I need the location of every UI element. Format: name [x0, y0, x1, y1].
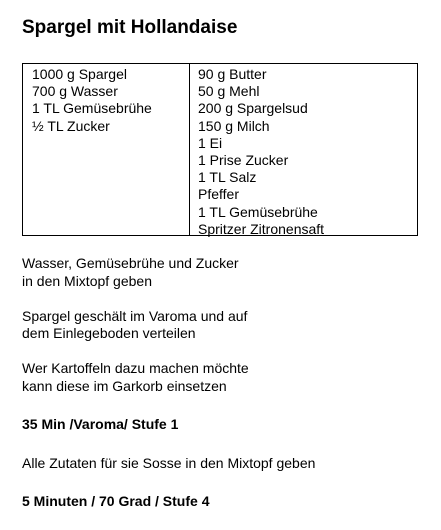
- ingredient-item: Spritzer Zitronensaft: [198, 220, 325, 237]
- ingredients-table: [22, 63, 418, 236]
- ingredient-item: 200 g Spargelsud: [198, 100, 308, 117]
- instruction-line: in den Mixtopf geben: [22, 272, 152, 289]
- cooking-setting: [22, 416, 422, 434]
- ingredient-item: 1000 g Spargel: [32, 66, 127, 82]
- instruction-line: Wasser, Gemüsebrühe und Zucker: [22, 255, 239, 271]
- instruction-line: dem Einlegeboden verteilen: [22, 325, 196, 341]
- ingredient-item: 1 TL Gemüsebrühe: [198, 203, 318, 220]
- ingredient-item: 1 TL Gemüsebrühe: [32, 100, 152, 117]
- cooking-setting: [22, 493, 422, 511]
- instruction-step: [22, 308, 422, 343]
- instruction-line: 35 Min /Varoma/ Stufe 1: [22, 416, 179, 432]
- ingredient-item: 150 g Milch: [198, 117, 270, 134]
- instruction-step: [22, 255, 422, 290]
- instruction-line: Wer Kartoffeln dazu machen möchte: [22, 360, 249, 376]
- instructions: [22, 255, 422, 511]
- instruction-line: Alle Zutaten für sie Sosse in den Mixtopf geben: [22, 454, 316, 471]
- ingredients-column-sauce: [190, 64, 417, 235]
- ingredient-item: Pfeffer: [198, 186, 239, 203]
- ingredient-item: 700 g Wasser: [32, 83, 118, 100]
- instruction-line: Spargel geschält im Varoma und auf: [22, 307, 248, 324]
- instruction-line: kann diese im Garkorb einsetzen: [22, 377, 227, 394]
- instruction-step: [22, 360, 422, 395]
- ingredient-item: 1 TL Salz: [198, 169, 257, 186]
- ingredients-column-main: [23, 64, 190, 235]
- ingredient-item: 90 g Butter: [198, 66, 267, 82]
- instruction-step: [22, 455, 422, 473]
- ingredient-item: 50 g Mehl: [198, 83, 260, 100]
- ingredient-item: 1 Prise Zucker: [198, 152, 289, 169]
- ingredient-item: 1 Ei: [198, 134, 223, 151]
- recipe-title: Spargel mit Hollandaise: [22, 17, 238, 38]
- ingredient-item: ½ TL Zucker: [32, 117, 110, 134]
- instruction-line: 5 Minuten / 70 Grad / Stufe 4: [22, 493, 210, 509]
